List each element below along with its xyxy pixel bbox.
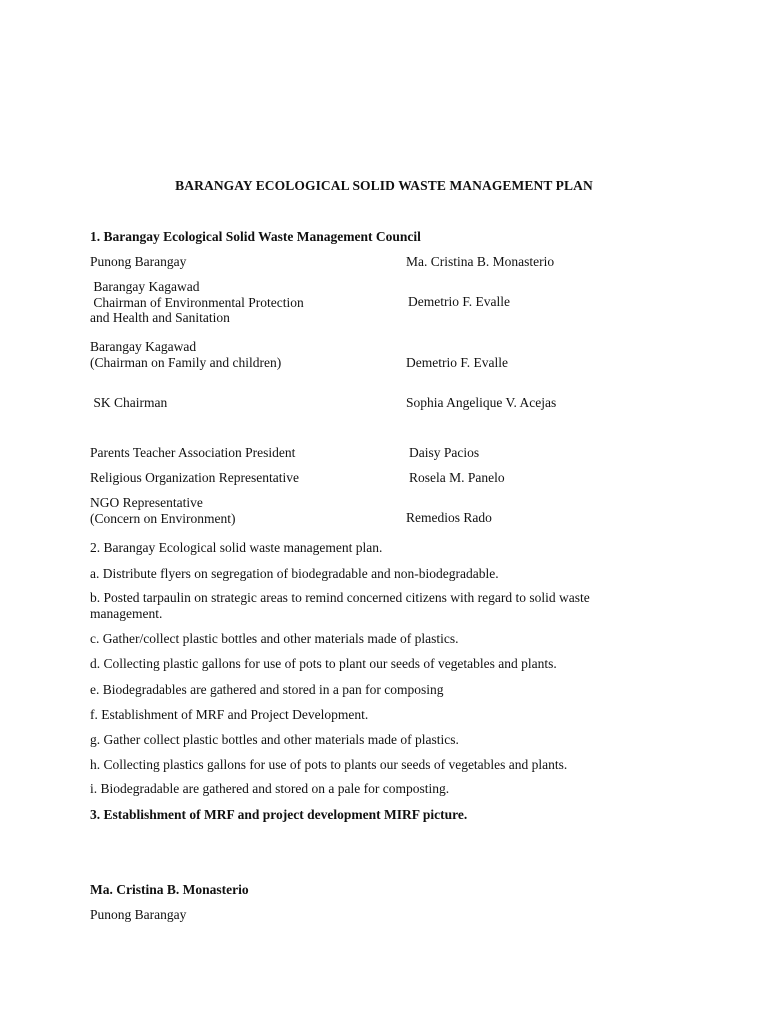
plan-item: b. Posted tarpaulin on strategic areas to remind concerned citizens with regard to solid waste management. (90, 590, 590, 621)
plan-item: a. Distribute flyers on segregation of biodegradable and non-biodegradable. (90, 566, 499, 581)
role-line: Religious Organization Representative (90, 470, 299, 485)
council-member-name: Daisy Pacios (409, 445, 480, 460)
council-role (90, 254, 186, 270)
signatory-name: Ma. Cristina B. Monasterio (90, 882, 249, 897)
role-line: Chairman of Environmental Protection (90, 294, 304, 310)
council-role (90, 445, 295, 461)
role-line: (Concern on Environment) (90, 510, 236, 526)
plan-item: g. Gather collect plastic bottles and other materials made of plastics. (90, 732, 459, 747)
council-member-name: Remedios Rado (406, 510, 492, 525)
council-member-name: Demetrio F. Evalle (408, 294, 511, 309)
plan-item: i. Biodegradable are gathered and stored on a pale for composting. (90, 781, 450, 796)
role-line: NGO Representative (90, 495, 203, 510)
section-2-heading: 2. Barangay Ecological solid waste management plan. (90, 540, 383, 555)
document-title: BARANGAY ECOLOGICAL SOLID WASTE MANAGEMENT PLAN (175, 178, 593, 193)
signatory-title: Punong Barangay (90, 907, 187, 922)
council-member-name: Sophia Angelique V. Acejas (406, 395, 557, 410)
council-member-name: Rosela M. Panelo (409, 470, 505, 485)
council-role (90, 395, 167, 411)
role-line: Parents Teacher Association President (90, 445, 296, 460)
section-1-heading: 1. Barangay Ecological Solid Waste Management Council (90, 229, 421, 244)
role-line: (Chairman on Family and children) (90, 354, 282, 370)
plan-item: f. Establishment of MRF and Project Development. (90, 707, 369, 722)
council-member-name: Demetrio F. Evalle (406, 355, 509, 370)
role-line: Punong Barangay (90, 254, 187, 269)
council-role (90, 495, 235, 526)
role-line: Barangay Kagawad (90, 339, 197, 354)
role-line: SK Chairman (90, 395, 168, 410)
plan-item: h. Collecting plastics gallons for use of pots to plants our seeds of vegetables and plants. (90, 757, 568, 772)
plan-item: e. Biodegradables are gathered and stored in a pan for composing (90, 682, 444, 697)
council-role (90, 279, 304, 326)
plan-item: c. Gather/collect plastic bottles and other materials made of plastics. (90, 631, 459, 646)
council-role (90, 339, 281, 370)
plan-item: d. Collecting plastic gallons for use of pots to plant our seeds of vegetables and plants. (90, 656, 557, 671)
council-role (90, 470, 299, 486)
role-line: Barangay Kagawad (90, 279, 200, 294)
role-line: and Health and Sanitation (90, 310, 230, 325)
section-3-heading: 3. Establishment of MRF and project development MIRF picture. (90, 807, 468, 822)
council-member-name: Ma. Cristina B. Monasterio (406, 254, 555, 269)
